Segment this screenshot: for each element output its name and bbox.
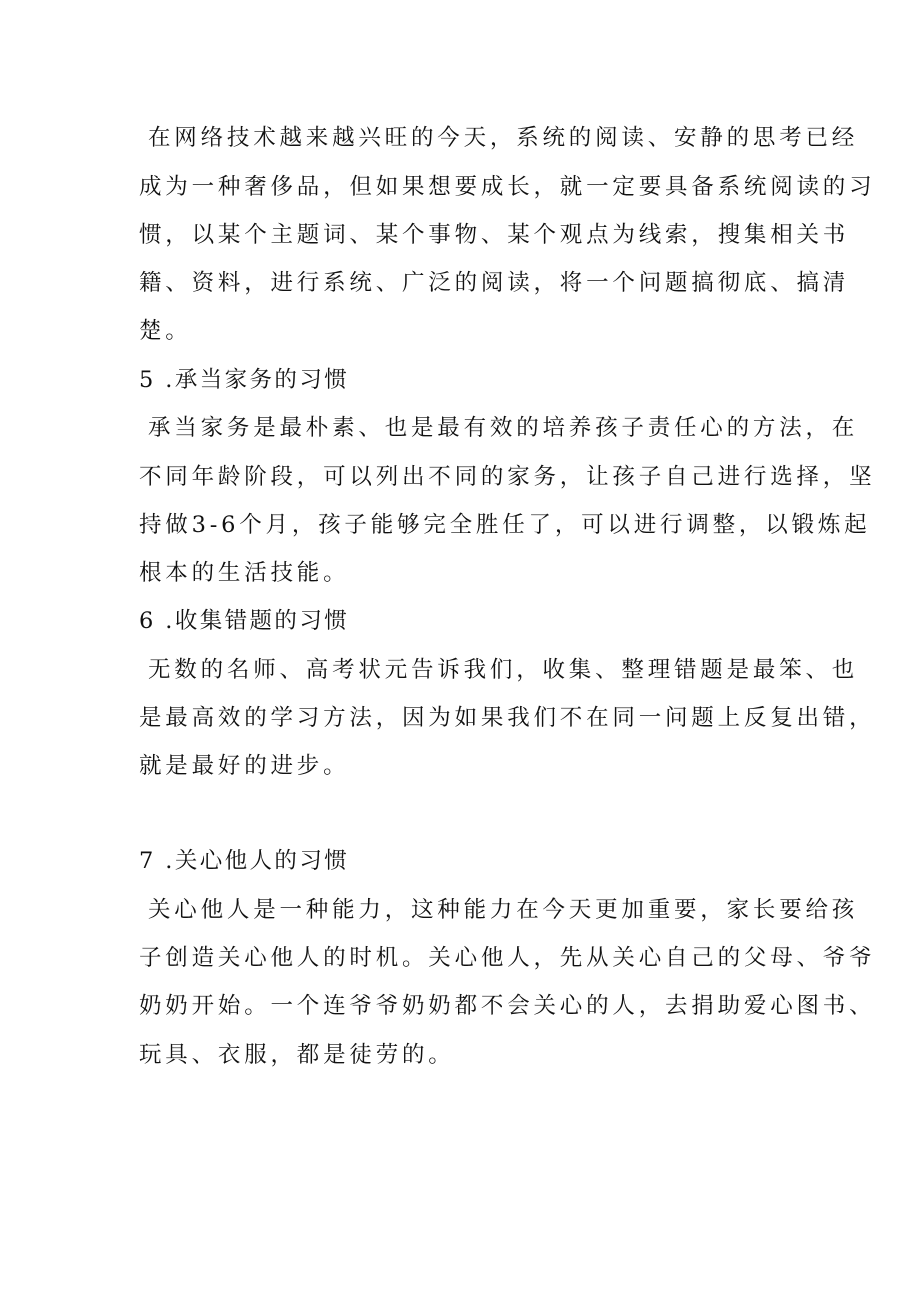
section-5-line-1: 承当家务是最朴素、也是最有效的培养孩子责任心的方法，在 xyxy=(148,415,859,441)
section-5-line-3: 持做3-6个月，孩子能够完全胜任了，可以进行调整，以锻炼起 xyxy=(139,512,871,538)
intro-line-5: 楚。 xyxy=(139,318,192,344)
intro-line-4: 籍、资料，进行系统、广泛的阅读，将一个问题搞彻底、搞清 xyxy=(139,270,850,296)
intro-line-1: 在网络技术越来越兴旺的今天，系统的阅读、安静的思考已经 xyxy=(148,125,859,151)
section-7-line-2: 子创造关心他人的时机。关心他人，先从关心自己的父母、爷爷 xyxy=(139,945,876,971)
section-6-line-2: 是最高效的学习方法，因为如果我们不在同一问题上反复出错， xyxy=(139,705,876,731)
section-5-heading: 5 .承当家务的习惯 xyxy=(139,367,350,393)
intro-line-2: 成为一种奢侈品，但如果想要成长，就一定要具备系统阅读的习 xyxy=(139,174,876,200)
section-5-line-4: 根本的生活技能。 xyxy=(139,560,350,586)
section-7-line-1: 关心他人是一种能力，这种能力在今天更加重要，家长要给孩 xyxy=(148,897,859,923)
section-5-line-2: 不同年龄阶段，可以列出不同的家务，让孩子自己进行选择，坚 xyxy=(139,464,876,490)
section-6-line-3: 就是最好的进步。 xyxy=(139,753,350,779)
section-6-heading: 6 .收集错题的习惯 xyxy=(139,608,350,634)
intro-line-3: 惯，以某个主题词、某个事物、某个观点为线索，搜集相关书 xyxy=(139,222,850,248)
section-6-line-1: 无数的名师、高考状元告诉我们，收集、整理错题是最笨、也 xyxy=(148,657,859,683)
section-7-line-3: 奶奶开始。一个连爷爷奶奶都不会关心的人，去捐助爱心图书、 xyxy=(139,993,876,1019)
section-7-heading: 7 .关心他人的习惯 xyxy=(139,848,350,874)
section-7-line-4: 玩具、衣服，都是徒劳的。 xyxy=(139,1042,455,1068)
